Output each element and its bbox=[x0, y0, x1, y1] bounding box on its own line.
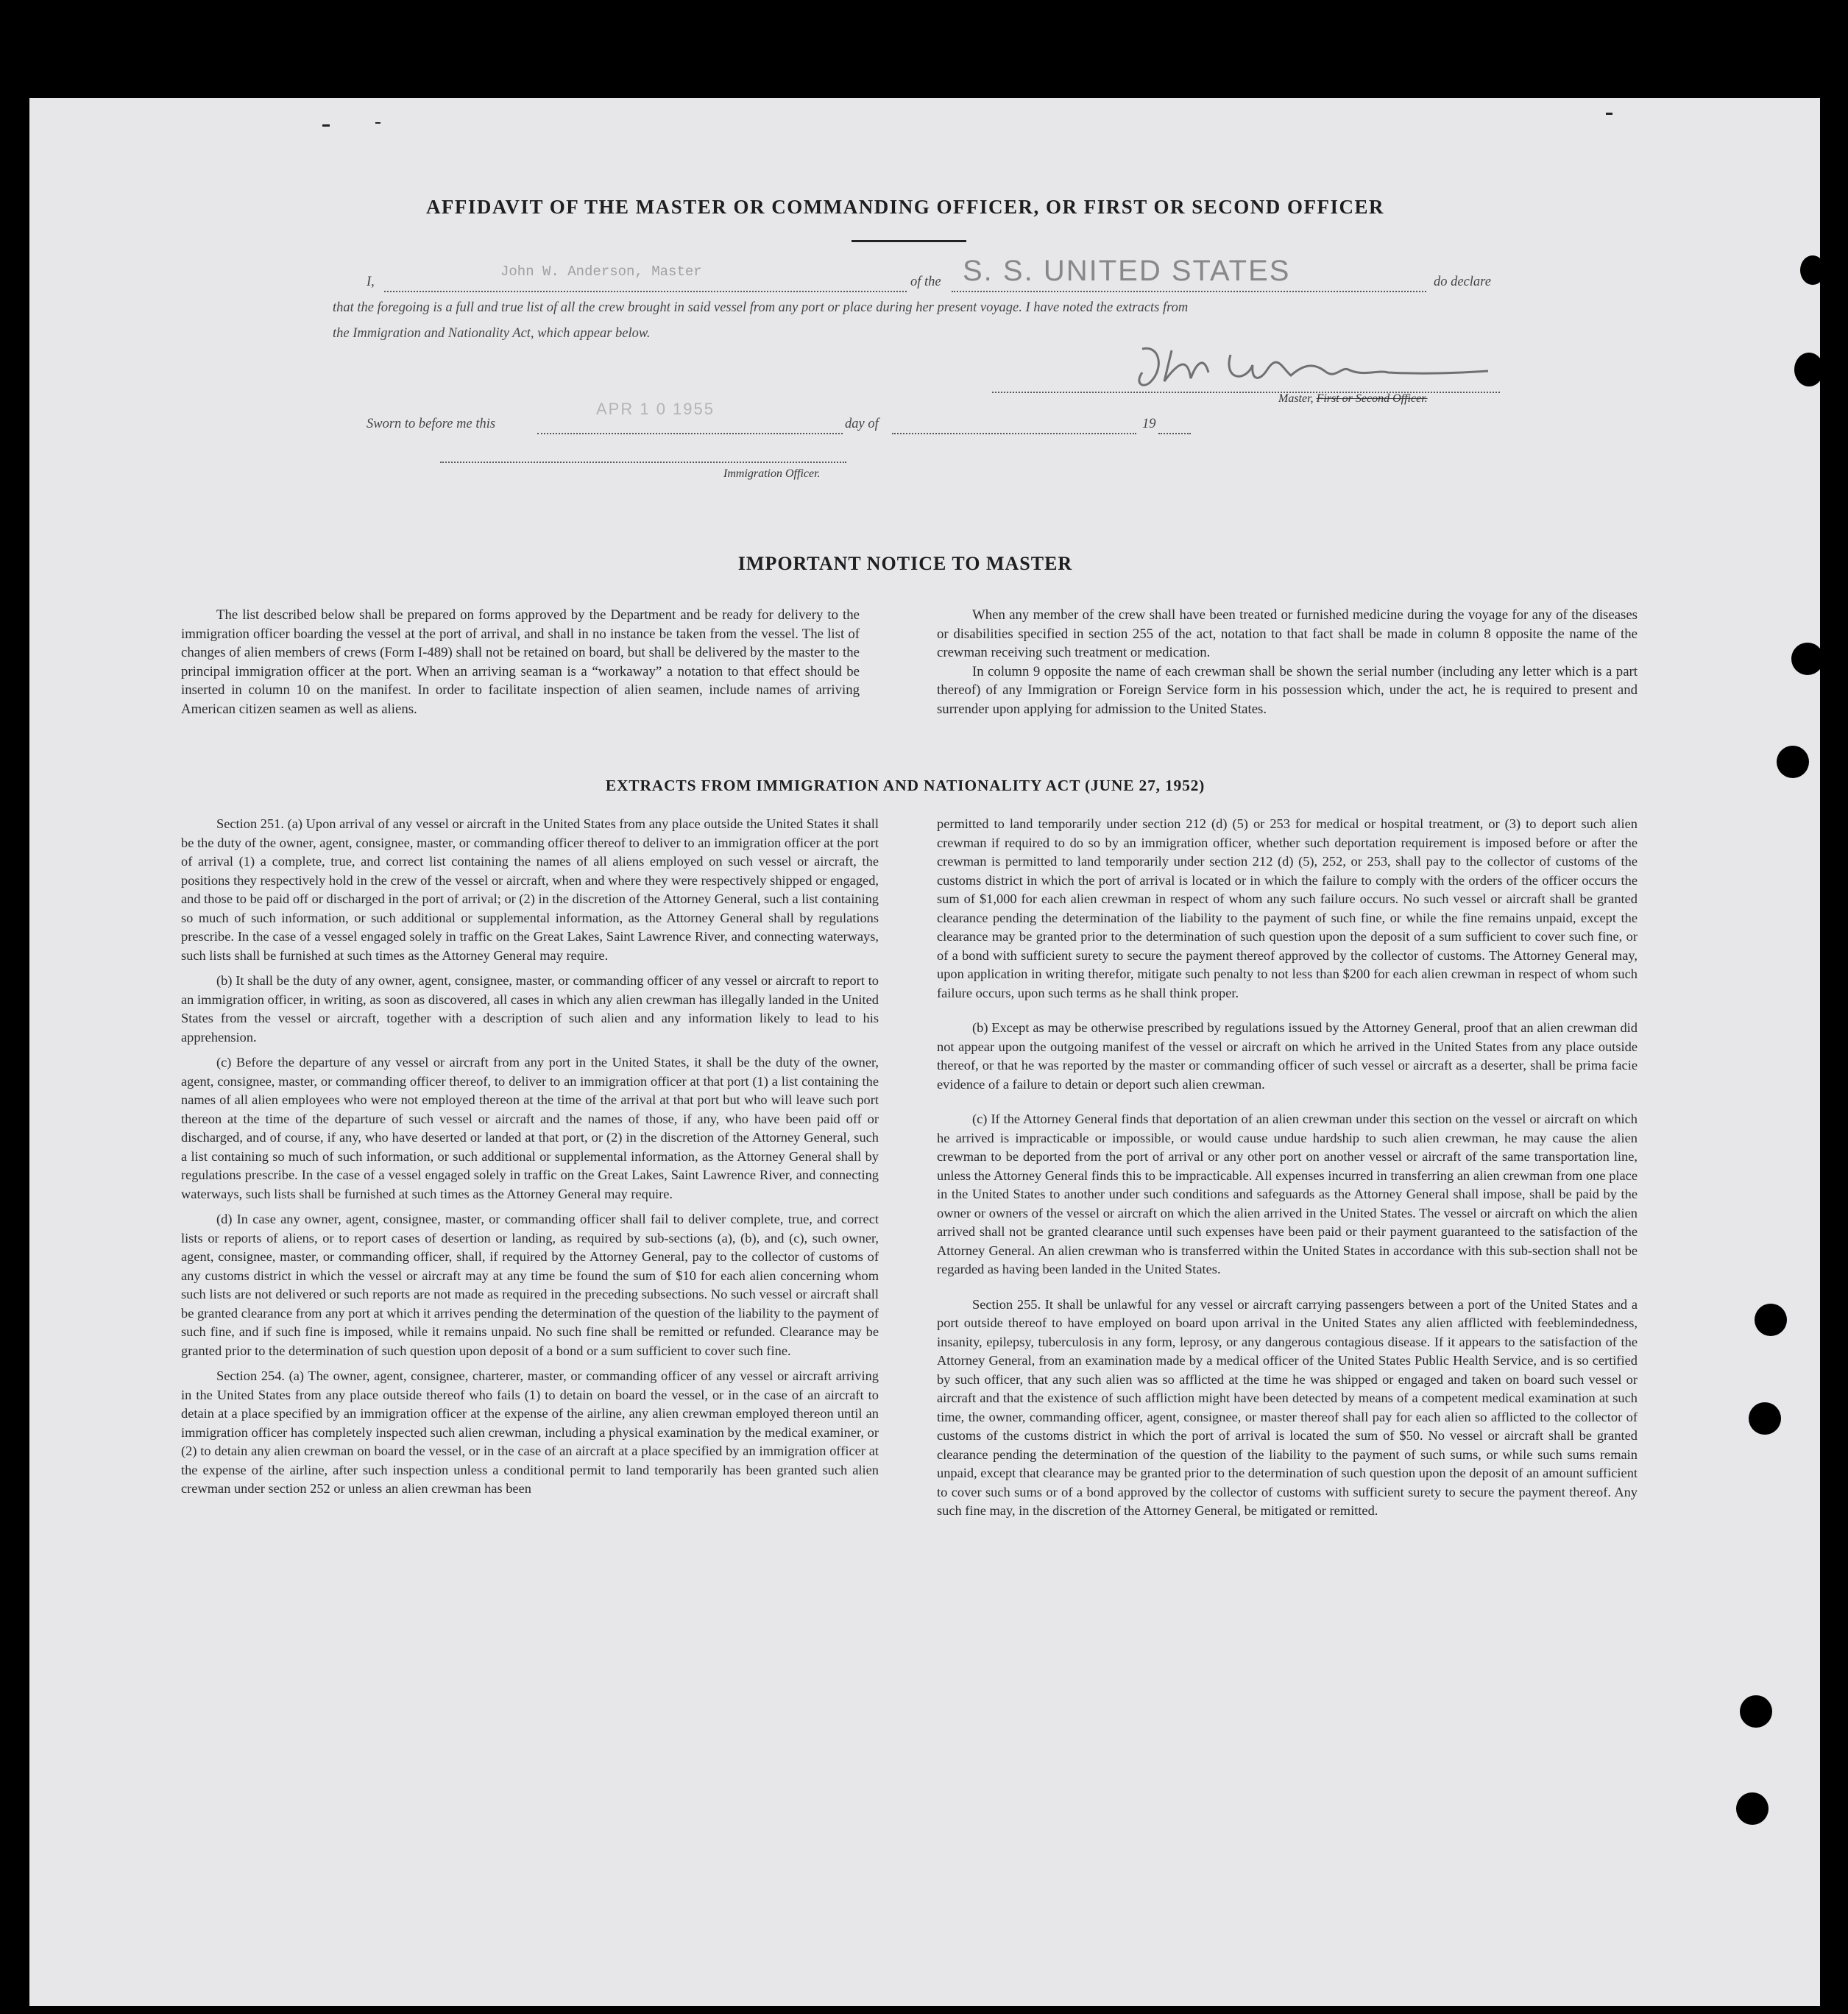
notice-left-column bbox=[181, 606, 860, 725]
notice-paragraph: The list described below shall be prepared on forms approved by the Department and be ready for delivery to the immigration officer boarding the vessel at the port of arrival, and shall in no instance be taken from the vessel. The list of changes of alien members of crews (Form I-489) shall not be retained on board, but shall be delivered by the master to the principal immigration officer at the port. When an arriving seaman is a “workaway” a notation to that effect should be inserted in column 10 on the manifest. In order to facilitate inspection of alien seamen, include names of arriving American citizen seamen as well as aliens. bbox=[181, 607, 860, 717]
date-stamp: APR 1 0 1955 bbox=[596, 400, 715, 418]
do-declare-text: do declare bbox=[1434, 275, 1491, 289]
master-caption: Master, bbox=[1278, 392, 1314, 405]
scan-speck bbox=[322, 124, 330, 127]
extract-paragraph: Section 254. (a) The owner, agent, consignee, charterer, master, or commanding officer of any vessel or aircraft arriving in the United States from any place outside thereof who fails (1) to detain on board the vessel, or in the case of an aircraft to detain at a place specified by an immigration officer at the expense of the airline, any alien crewman employed thereon until an immigration officer has completely inspected such alien crewman, including a physical examination by the medical examiner, or (2) to detain any alien crewman on board the vessel, or in the case of an aircraft at a place specified by an immigration officer at the expense of the airline, after such inspection unless a conditional permit to land temporarily has been granted such alien crewman under section 252 or unless an alien crewman has been bbox=[181, 1368, 879, 1496]
sworn-day-fill-line bbox=[537, 420, 843, 434]
extract-paragraph: (b) It shall be the duty of any owner, agent, consignee, master, or commanding officer of any vessel or aircraft to report to an immigration officer, in writing, as soon as discovered, all cases in which any alien crewman has illegally landed in the United States from the vessel or aircraft, together with a description of such alien and any information likely to lead to his apprehension. bbox=[181, 973, 879, 1045]
extract-paragraph: (c) If the Attorney General finds that deportation of an alien crewman under this section on the vessel or aircraft on which he arrived is impracticable or impossible, or would cause undue hardship to such alien crewman, he may cause the alien crewman to be deported from the port of arrival or any other port on another vessel or aircraft of the same transportation line, unless the Attorney General finds this to be impracticable. All expenses incurred in transferring an alien crewman from one place in the United States to another under such conditions and safeguards as the Attorney General shall impose, shall be paid by the owner or owners of the vessel or aircraft on which the alien arrived in the United States. The vessel or aircraft on which the alien arrived shall not be granted clearance until such expenses have been paid or their payment guaranteed to the satisfaction of the Attorney General. An alien crewman who is transferred within the United States in accordance with this sub-section shall not be regarded as having been landed in the United States. bbox=[937, 1112, 1638, 1276]
affidavit-prefix: I, bbox=[367, 275, 375, 289]
vessel-name: S. S. UNITED STATES bbox=[963, 255, 1291, 287]
month-fill-line bbox=[892, 420, 1136, 434]
punch-hole bbox=[1791, 643, 1820, 675]
year-prefix: 19 bbox=[1142, 417, 1156, 431]
immigration-officer-caption: Immigration Officer. bbox=[723, 467, 821, 480]
punch-hole bbox=[1749, 1402, 1781, 1435]
master-signature bbox=[1120, 336, 1503, 392]
signature-caption bbox=[1278, 392, 1428, 406]
punch-hole bbox=[1794, 353, 1820, 386]
struck-officer-caption: First or Second Officer. bbox=[1316, 392, 1428, 405]
master-name-typed: John W. Anderson, Master bbox=[500, 264, 702, 280]
affidavit-title: AFFIDAVIT OF THE MASTER OR COMMANDING OFFICER, OR FIRST OR SECOND OFFICER bbox=[425, 196, 1385, 218]
punch-hole bbox=[1740, 1695, 1772, 1728]
extracts-right-column bbox=[937, 815, 1638, 1527]
extract-paragraph: (c) Before the departure of any vessel or aircraft from any port in the United States, it shall be the duty of the owner, agent, consignee, master, or commanding officer thereof, to deliver to an immigration officer at that port (1) a list containing the names of all alien employees who were not employed thereon at the time of the arrival at that port but who will leave such port thereon at the time of the departure of such vessel or aircraft and the names of those, if any, who have been paid off or discharged, and of course, if any, who have deserted or landed at that port, or (2) in the discretion of the Attorney General, such a list containing so much of such information, or such additional or supplemental information, as the Attorney General shall by regulations prescribe. In the case of a vessel engaged solely in traffic on the Great Lakes, Saint Lawrence River, and connecting waterways, such lists shall be furnished at such times as the Attorney General may require. bbox=[181, 1055, 879, 1201]
scan-speck bbox=[375, 122, 380, 124]
sworn-before-text: Sworn to before me this bbox=[367, 417, 496, 431]
extract-paragraph: permitted to land temporarily under section 212 (d) (5) or 253 for medical or hospital treatment, or (3) to deport such alien crewman if required to do so by an immigration officer, whether such deportation requirement is imposed before or after the crewman is permitted to land temporarily under section 212 (d) (5), 252, or 253, shall pay to the collector of customs of the customs district in which the port of arrival is located or in which the failure to comply with the orders of the officer occurs the sum of $1,000 for each alien crewman in respect of whom any such failure occurs. No such vessel or aircraft shall be granted clearance pending the determination of the liability to the payment of such fine, or while the fine remains unpaid, except the clearance may be granted prior to the determination of such question upon the deposit of a sum sufficient to cover such fine, or of a bond with sufficient surety to secure the payment thereof approved by the collector of customs. The Attorney General may, upon application in writing therefor, mitigate such penalty to not less than $200 for each alien crewman in respect of whom such failure occurs, upon such terms as he shall think proper. bbox=[937, 816, 1638, 1000]
extract-paragraph: (d) In case any owner, agent, consignee, master, or commanding officer shall fail to deliver complete, true, and correct lists or reports of aliens, or to report cases of desertion or landing, as required by sub-sections (a), (b), and (c), such owner, agent, consignee, master, or commanding officer, shall, if required by the Attorney General, pay to the collector of customs of any customs district in which the vessel or aircraft may at any time be found the sum of $10 for each alien concerning whom such lists are not delivered or such reports are not made as required in the preceding subsections. No such vessel or aircraft shall be granted clearance from any port at which it arrives pending the determination of the question of the liability to the payment of such fine, and if such fine is imposed, while it remains unpaid. No such fine shall be remitted or refunded. Clearance may be granted prior to the determination of such question upon deposit of a bond or a sum sufficient to cover such fine. bbox=[181, 1212, 879, 1358]
extract-paragraph: Section 255. It shall be unlawful for any vessel or aircraft carrying passengers between a port of the United States and a port outside thereof to have employed on board upon arrival in the United States any alien afflicted with feeblemindedness, insanity, epilepsy, tuberculosis in any form, leprosy, or any dangerous contagious disease. If it appears to the satisfaction of the Attorney General, from an examination made by a medical officer of the United States Public Health Service, and is so certified by such officer, that any such alien was so afflicted at the time he was shipped or engaged and taken on board such vessel or aircraft and that the existence of such affliction might have been detected by means of a competent medical examination at such time, the owner, commanding officer, agent, consignee, or master thereof shall pay for each alien so afflicted to the collector of customs of the customs district in which the port of arrival is located the sum of $50. No vessel or aircraft shall be granted clearance pending the determination of the question of the liability to the payment of such sums, or while such sums remain unpaid, except that clearance may be granted prior to the determination of such question upon the deposit of an amount sufficient to cover such sums or of a bond approved by the collector of customs with sufficient surety to secure the payment thereof. Any such fine may, in the discretion of the Attorney General, be mitigated or remitted. bbox=[937, 1296, 1638, 1518]
declaration-statement-line1: that the foregoing is a full and true list of all the crew brought in said vessel from any port or place during her present voyage. I have noted the extracts from bbox=[333, 300, 1189, 315]
notice-right-column bbox=[937, 606, 1638, 718]
scan-speck bbox=[1606, 113, 1612, 115]
document-page bbox=[29, 98, 1820, 2006]
punch-hole bbox=[1777, 746, 1809, 778]
extract-paragraph: Section 251. (a) Upon arrival of any vessel or aircraft in the United States from any place outside the United States it shall be the duty of the owner, agent, consignee, master, or commanding officer thereof to deliver to an immigration officer at the port of arrival (1) a complete, true, and correct list containing the names of all aliens employed on such vessel or aircraft, the positions they respectively hold in the crew of the vessel or aircraft, when and where they were respectively shipped or engaged, and those to be paid off or discharged in the port of arrival; or (2) in the discretion of the Attorney General, such a list containing so much of such information, or such additional or supplemental information, as the Attorney General shall by regulations prescribe. In the case of a vessel engaged solely in traffic on the Great Lakes, Saint Lawrence River, and connecting waterways, such lists shall be furnished at such times as the Attorney General may require. bbox=[181, 816, 879, 963]
of-the-text: of the bbox=[910, 275, 941, 289]
punch-hole bbox=[1736, 1792, 1769, 1825]
day-of-text: day of bbox=[845, 417, 879, 431]
punch-hole bbox=[1755, 1304, 1787, 1336]
notice-paragraph: When any member of the crew shall have been treated or furnished medicine during the voyage for any of the diseases or disabilities specified in section 255 of the act, notation to that fact shall be made in column 8 opposite the name of the crewman receiving such treatment or medication. bbox=[937, 607, 1638, 660]
extracts-heading: EXTRACTS FROM IMMIGRATION AND NATIONALITY ACT (JUNE 27, 1952) bbox=[605, 777, 1206, 794]
title-divider bbox=[852, 240, 966, 242]
extracts-left-column bbox=[181, 815, 879, 1505]
punch-hole bbox=[1800, 255, 1820, 285]
year-fill-line bbox=[1158, 420, 1191, 434]
notice-heading: IMPORTANT NOTICE TO MASTER bbox=[737, 553, 1073, 574]
name-fill-line bbox=[384, 278, 907, 292]
extract-paragraph: (b) Except as may be otherwise prescribed by regulations issued by the Attorney General, proof that an alien crewman did not appear upon the outgoing manifest of the vessel or aircraft on which he arrived in the United States from any place outside thereof, or that he was reported by the master or commanding officer of such vessel or aircraft as a deserter, shall be prima facie evidence of a failure to detain or deport such alien crewman. bbox=[937, 1020, 1638, 1092]
declaration-statement-line2: the Immigration and Nationality Act, which appear below. bbox=[333, 326, 651, 341]
notice-paragraph: In column 9 opposite the name of each crewman shall be shown the serial number (including any letter which is a part thereof) of any Immigration or Foreign Service form in his possession which, under the act, he is required to present and surrender upon applying for admission to the United States. bbox=[937, 663, 1638, 717]
immigration-officer-line bbox=[440, 451, 846, 463]
